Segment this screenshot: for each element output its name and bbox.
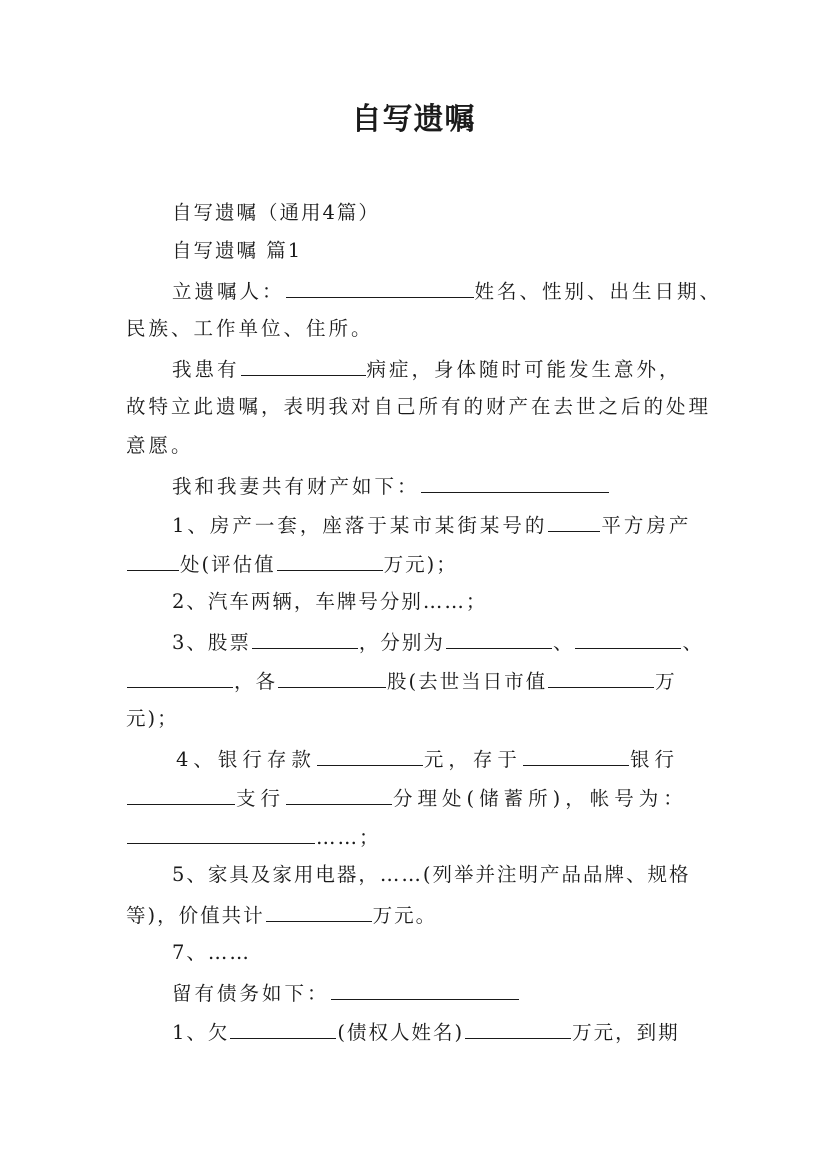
testator-line: 立遗嘱人： 姓名、性别、出生日期、 — [172, 277, 752, 305]
area-blank — [548, 511, 600, 532]
asset-item-7: 7、…… — [172, 941, 251, 964]
illness-blank — [241, 355, 366, 376]
asset-item-3-cont: 元)； — [126, 707, 179, 730]
asset-item-3-cont: ，各 股(去世当日市值 万 — [126, 667, 706, 695]
value-blank — [277, 550, 383, 571]
assets-heading: 我和我妻共有财产如下： — [172, 472, 752, 500]
subtitle-line: 自写遗嘱（通用4篇） — [172, 201, 380, 224]
asset-item-5-cont: 等)，价值共计 万元。 — [126, 901, 706, 929]
assets-blank — [421, 472, 609, 493]
asset-item-4-cont: 支行 分理处(储蓄所)，帐号为： — [126, 784, 706, 812]
debt-amount-blank — [465, 1018, 571, 1039]
stock-blank — [252, 628, 358, 649]
debt-item-1: 1、欠 (债权人姓名) 万元，到期 — [172, 1018, 752, 1046]
testator-line-cont: 民族、工作单位、住所。 — [126, 317, 374, 340]
asset-item-2: 2、汽车两辆，车牌号分别……； — [172, 590, 488, 613]
debts-heading: 留有债务如下： — [172, 979, 752, 1007]
bank-blank — [523, 745, 629, 766]
paragraph-line: 故特立此遗嘱，表明我对自己所有的财产在去世之后的处理 — [126, 395, 712, 418]
stock-name-blank — [575, 628, 681, 649]
shares-blank — [278, 667, 386, 688]
asset-item-4-cont: ……； — [126, 823, 706, 851]
paragraph-line: 意愿。 — [126, 434, 194, 457]
asset-item-1-cont: 处(评估值 万元)； — [126, 550, 706, 578]
asset-item-1: 1、房产一套，座落于某市某街某号的 平方房产 — [172, 511, 752, 539]
stock-name-blank — [446, 628, 552, 649]
illness-line: 我患有 病症，身体随时可能发生意外， — [172, 355, 752, 383]
creditor-blank — [230, 1018, 336, 1039]
debts-blank — [331, 979, 519, 1000]
testator-blank — [286, 277, 474, 298]
sub-branch-blank — [286, 784, 392, 805]
total-value-blank — [266, 901, 372, 922]
deposit-blank — [317, 745, 423, 766]
section-heading: 自写遗嘱 篇1 — [172, 239, 303, 262]
account-blank — [127, 823, 315, 844]
count-blank — [127, 550, 179, 571]
market-value-blank — [548, 667, 654, 688]
asset-item-5: 5、家具及家用电器，……(列举并注明产品品牌、规格 — [172, 863, 691, 886]
page-title: 自写遗嘱 — [351, 102, 476, 137]
branch-blank — [127, 784, 235, 805]
asset-item-3: 3、股票 ，分别为 、 、 — [172, 628, 752, 656]
stock-name-blank — [127, 667, 233, 688]
asset-item-4: 4、银行存款 元，存于 银行 — [176, 745, 756, 773]
